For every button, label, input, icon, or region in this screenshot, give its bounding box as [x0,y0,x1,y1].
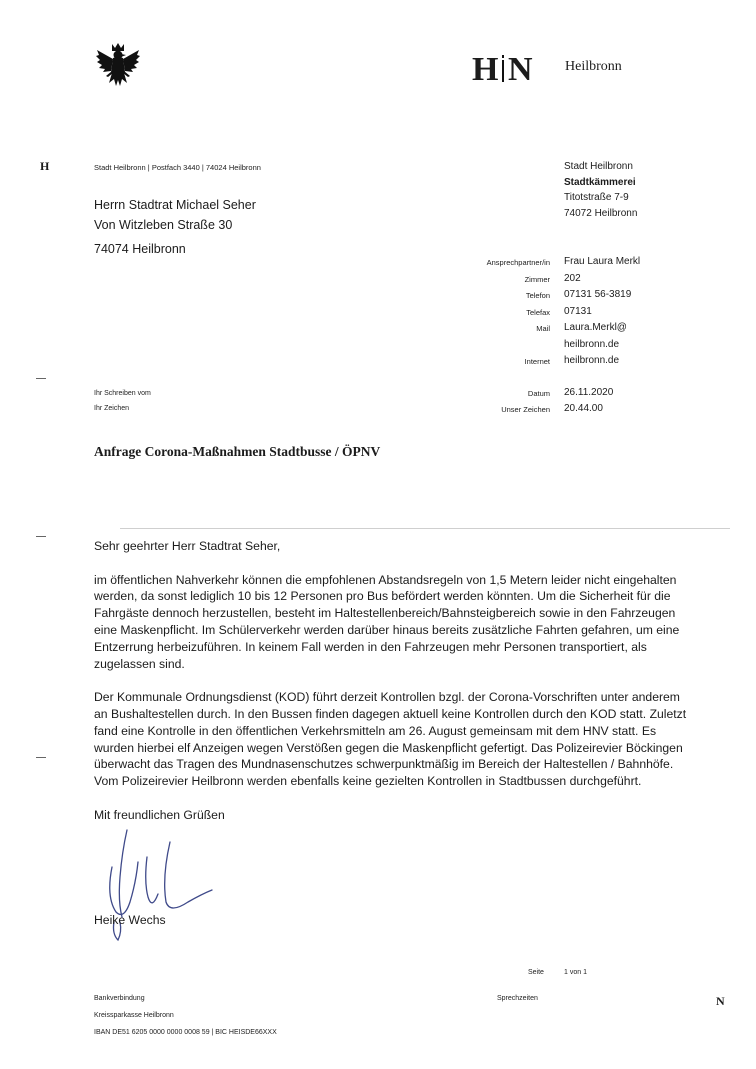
reference-values [564,385,613,417]
recipient-line: 74074 Heilbronn [94,242,186,256]
recipient-address [94,195,256,259]
office-line: 74072 Heilbronn [564,207,638,219]
label-mail: Mail [536,324,550,333]
reference-labels [450,386,550,418]
label-telefax: Telefax [526,307,550,317]
ihr-schreiben-label: Ihr Schreiben vom [94,390,151,397]
label-ansprechpartner: Ansprechpartner/in [486,258,550,267]
page-label: Seite [528,969,544,976]
contact-values [564,254,640,370]
logo-separator-dot [502,55,504,58]
sender-line: Stadt Heilbronn | Postfach 3440 | 74024 Heilbronn [94,163,261,172]
hn-logo [472,50,552,90]
signer-name: Heike Wechs [94,913,166,927]
letter-body [94,538,694,840]
margin-letter-h: H [40,159,50,173]
fold-mark [36,536,46,537]
value-ansprechpartner: Frau Laura Merkl [564,256,641,267]
closing: Mit freundlichen Grüßen [94,807,225,822]
body-paragraph: im öffentlichen Nahverkehr können die empfohlenen Abstandsregeln von 1,5 Metern leider nicht eingehalten werden, da sonst lediglich 10 bis 12 Personen pro Bus befördert werden könnten. Um die Sicherheit für die Fahrgäste dennoch herzustellen, besteht im Haltestellenbereich/Bahnsteigbereich sowie in den Fahrzeugen eine Maskenpflicht. Im Schülerverkehr werden darüber hinaus bereits zusätzliche Fahrten gefahren, um eine Entzerrung herbeizuführen. In keinem Fall werden in den Fahrzeugen mehr Personen transportiert, als zugelassen sind. [94,572,680,671]
logo-separator [502,60,504,82]
office-department: Stadtkämmerei [564,176,636,188]
footer-bank-label: Bankverbindung [94,995,145,1002]
handwritten-signature [92,822,232,952]
value-mail-domain: heilbronn.de [564,338,620,350]
label-internet: Internet [524,357,550,366]
label-spacer [450,338,550,355]
label-unser-zeichen: Unser Zeichen [501,405,550,414]
label-datum: Datum [527,389,550,398]
scan-streak [120,528,730,529]
recipient-line: Von Witzleben Straße 30 [94,218,233,232]
footer-iban: IBAN DE51 6205 0000 0000 0008 59 | BIC HEISDE66XXX [94,1029,277,1036]
footer-sprechzeiten: Sprechzeiten [497,995,538,1002]
value-telefon: 07131 56-3819 [564,289,632,300]
page-value: 1 von 1 [564,969,587,976]
value-telefax: 07131 [564,305,592,317]
recipient-line: Herrn Stadtrat Michael Seher [94,198,256,212]
value-zimmer: 202 [564,272,581,284]
value-mail: Laura.Merkl@ [564,322,627,333]
subject-line: Anfrage Corona-Maßnahmen Stadtbusse / ÖPNV [94,444,381,459]
body-paragraph: Der Kommunale Ordnungsdienst (KOD) führt derzeit Kontrollen bzgl. der Corona-Vorschriften unter anderem an Bushaltestellen durch. In den Bussen finden dagegen aktuell keine Kontrollen durch den KOD statt. Zuletzt fand eine Kontrolle in den öffentlichen Verkehrsmitteln am 26. August gemeinsam mit dem HNV statt. Es wurden hierbei elf Anzeigen wegen Verstößen gegen die Maskenpflicht gefertigt. Das Polizeirevier Böckingen überwacht das Tragen des Mundnasenschutzes schwerpunktmäßig im Bereich der Haltestellen / Bahnhöfe. Vom Polizeirevier Heilbronn werden ebenfalls keine gezielten Kontrollen in Stadtbussen durchgeführt. [94,690,687,789]
value-unser-zeichen: 20.44.00 [564,403,603,414]
fold-mark [36,378,46,379]
office-line: Stadt Heilbronn [564,161,633,172]
value-internet: heilbronn.de [564,355,620,366]
logo-letter-n: N [508,51,533,88]
ihr-zeichen-label: Ihr Zeichen [94,405,130,412]
office-line: Titotstraße 7-9 [564,192,629,203]
label-zimmer: Zimmer [524,274,550,284]
office-address [564,159,637,221]
fold-mark [36,757,46,758]
eagle-icon [95,42,141,90]
salutation: Sehr geehrter Herr Stadtrat Seher, [94,539,281,553]
contact-labels [450,255,550,371]
logo-city: Heilbronn [565,59,622,74]
margin-letter-n: N [716,994,725,1008]
label-telefon: Telefon [525,291,550,300]
logo-letter-h: H [472,51,499,88]
footer-bank-name: Kreissparkasse Heilbronn [94,1012,174,1019]
value-datum: 26.11.2020 [564,387,614,398]
